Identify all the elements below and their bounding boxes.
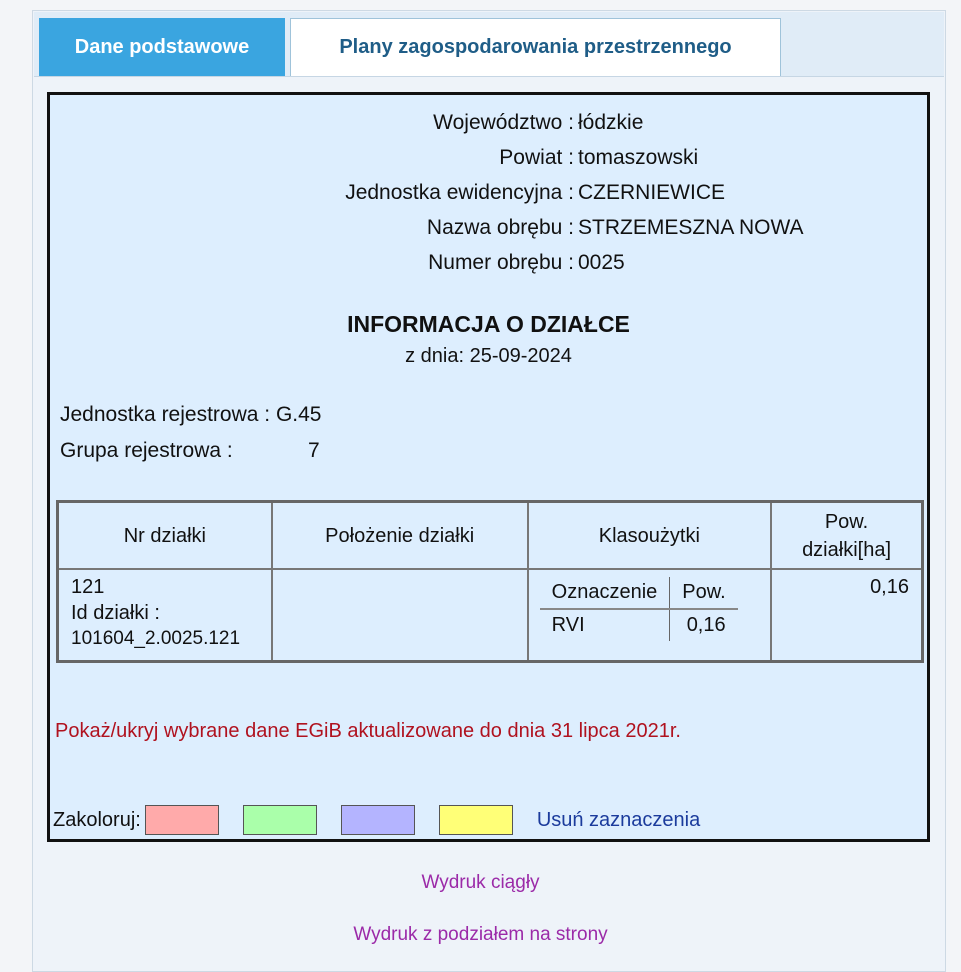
- field-label: Numer obrębu :: [428, 251, 574, 274]
- parcel-location-cell: [272, 569, 528, 661]
- color-swatch-red[interactable]: [145, 805, 219, 835]
- tab-dane-podstawowe[interactable]: Dane podstawowe: [39, 18, 285, 76]
- parcel-area: 0,16: [771, 569, 922, 661]
- registry-unit: [60, 403, 321, 427]
- land-class-header: Pow.: [670, 577, 738, 609]
- parcel-id-label: Id działki :: [71, 602, 160, 624]
- parcel-number: 121: [71, 576, 105, 598]
- field-value: łódzkie: [578, 111, 644, 134]
- parcel-number-cell: [58, 569, 272, 661]
- tab-plany-zagospodarowania[interactable]: Plany zagospodarowania przestrzennego: [290, 18, 781, 76]
- toggle-egib-data-link[interactable]: Pokaż/ukryj wybrane dane EGiB aktualizowane do dnia 31 lipca 2021r.: [55, 720, 681, 742]
- column-header: Klasoużytki: [528, 502, 771, 570]
- parcel-table: [56, 500, 924, 663]
- registry-group-value: 7: [308, 439, 320, 462]
- color-swatch-blue[interactable]: [341, 805, 415, 835]
- colorize-label: Zakoloruj:: [53, 808, 141, 831]
- field-value: CZERNIEWICE: [578, 181, 725, 204]
- page-title: INFORMACJA O DZIAŁCE: [347, 311, 630, 337]
- colorize-row: [53, 805, 700, 835]
- field-label: Jednostka ewidencyjna :: [345, 181, 574, 204]
- table-header-row: [58, 502, 923, 570]
- field-label: Województwo :: [433, 111, 574, 134]
- land-class-cell: [528, 569, 771, 661]
- land-class-table: [540, 577, 738, 641]
- report-date: z dnia: 25-09-2024: [405, 345, 572, 367]
- print-paged-link[interactable]: Wydruk z podziałem na strony: [353, 924, 608, 945]
- column-header: Pow. działki[ha]: [771, 502, 922, 570]
- field-label: Powiat :: [499, 146, 574, 169]
- color-swatch-green[interactable]: [243, 805, 317, 835]
- registry-group: [60, 439, 320, 463]
- print-continuous-link[interactable]: Wydruk ciągły: [421, 872, 540, 893]
- field-label: Nazwa obrębu :: [426, 216, 574, 239]
- registry-unit-value: G.45: [275, 403, 322, 426]
- table-row: [58, 569, 923, 661]
- land-class-symbol: RVI: [540, 609, 670, 641]
- column-header: Nr działki: [58, 502, 272, 570]
- field-value: STRZEMESZNA NOWA: [578, 216, 804, 239]
- color-swatch-yellow[interactable]: [439, 805, 513, 835]
- location-fields: [50, 105, 927, 280]
- parcel-id: 101604_2.0025.121: [71, 628, 241, 649]
- field-value: tomaszowski: [578, 146, 699, 169]
- registry-unit-label: Jednostka rejestrowa :: [60, 403, 271, 426]
- parcel-info-box: [47, 92, 930, 842]
- field-value: 0025: [578, 251, 625, 274]
- registry-group-label: Grupa rejestrowa :: [60, 439, 233, 462]
- land-class-area: 0,16: [686, 614, 726, 636]
- clear-selection-link[interactable]: Usuń zaznaczenia: [536, 808, 701, 831]
- land-class-header: Oznaczenie: [540, 577, 670, 609]
- column-header: Położenie działki: [272, 502, 528, 570]
